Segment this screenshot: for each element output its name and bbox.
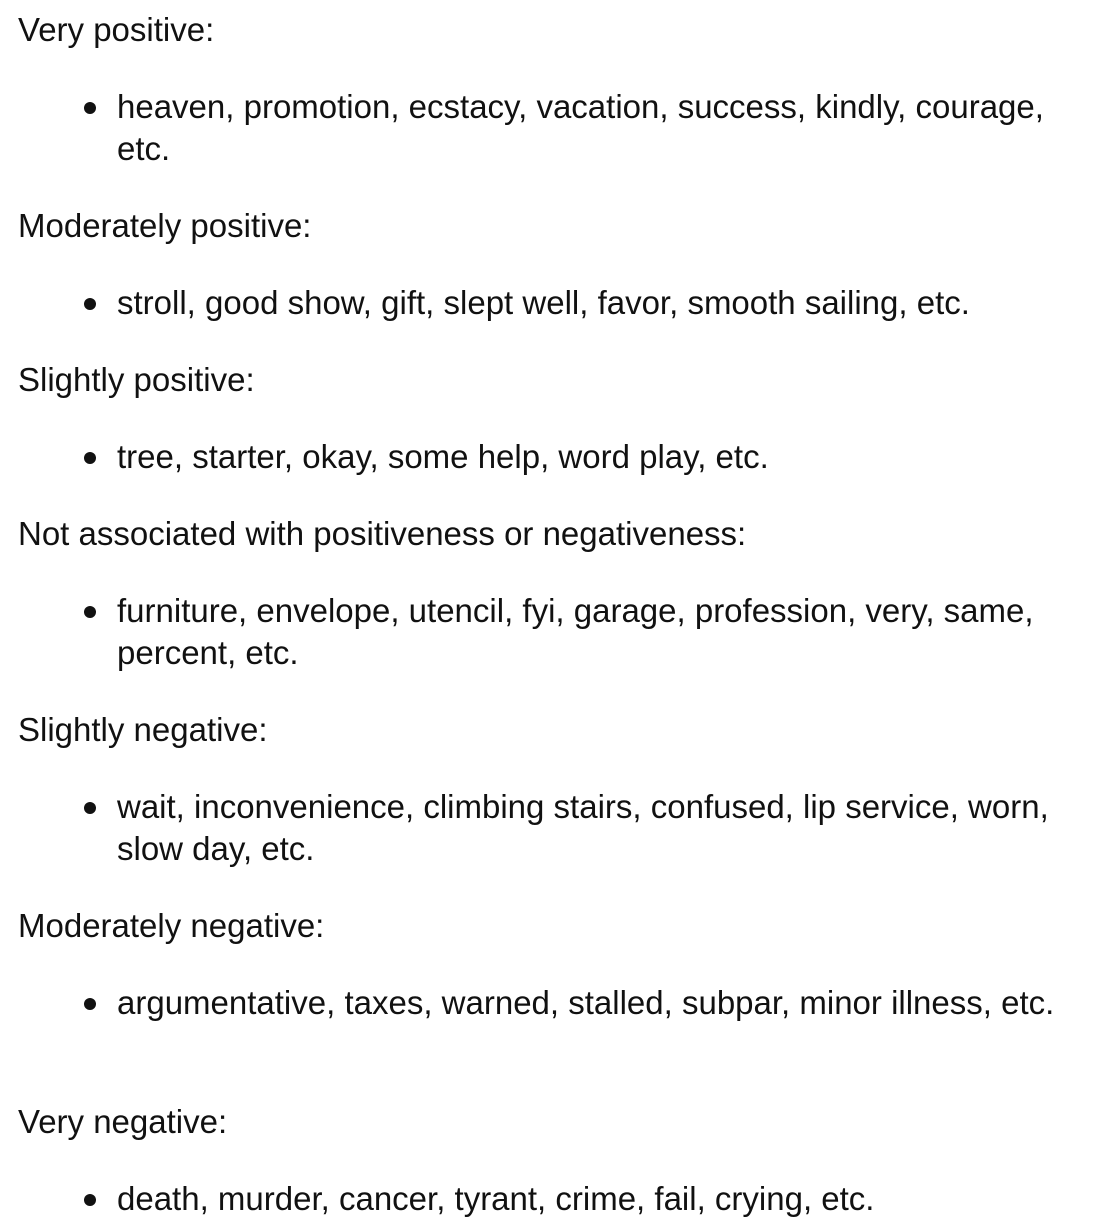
examples-moderately-positive: stroll, good show, gift, slept well, favor, smooth sailing, etc. — [117, 284, 970, 321]
bullet-icon — [84, 298, 96, 310]
bullet-icon — [84, 606, 96, 618]
examples-very-positive: heaven, promotion, ecstacy, vacation, success, kindly, courage, etc. — [117, 88, 1044, 167]
bullet-icon — [84, 1194, 96, 1206]
bullet-icon — [84, 452, 96, 464]
section-heading-moderately-positive: Moderately positive: — [18, 207, 312, 244]
section-heading-slightly-positive: Slightly positive: — [18, 361, 255, 398]
examples-slightly-negative: wait, inconvenience, climbing stairs, confused, lip service, worn, slow day, etc. — [117, 788, 1049, 867]
section-heading-very-positive: Very positive: — [18, 11, 215, 48]
examples-neutral: furniture, envelope, utencil, fyi, garage, profession, very, same, percent, etc. — [117, 592, 1034, 671]
section-heading-moderately-negative: Moderately negative: — [18, 907, 325, 944]
examples-very-negative: death, murder, cancer, tyrant, crime, fail, crying, etc. — [117, 1180, 875, 1217]
examples-moderately-negative: argumentative, taxes, warned, stalled, subpar, minor illness, etc. — [117, 984, 1055, 1021]
bullet-icon — [84, 802, 96, 814]
section-heading-very-negative: Very negative: — [18, 1103, 228, 1140]
bullet-icon — [84, 998, 96, 1010]
bullet-icon — [84, 102, 96, 114]
section-heading-slightly-negative: Slightly negative: — [18, 711, 268, 748]
examples-slightly-positive: tree, starter, okay, some help, word play, etc. — [117, 438, 769, 475]
section-heading-neutral: Not associated with positiveness or negativeness: — [18, 515, 747, 552]
